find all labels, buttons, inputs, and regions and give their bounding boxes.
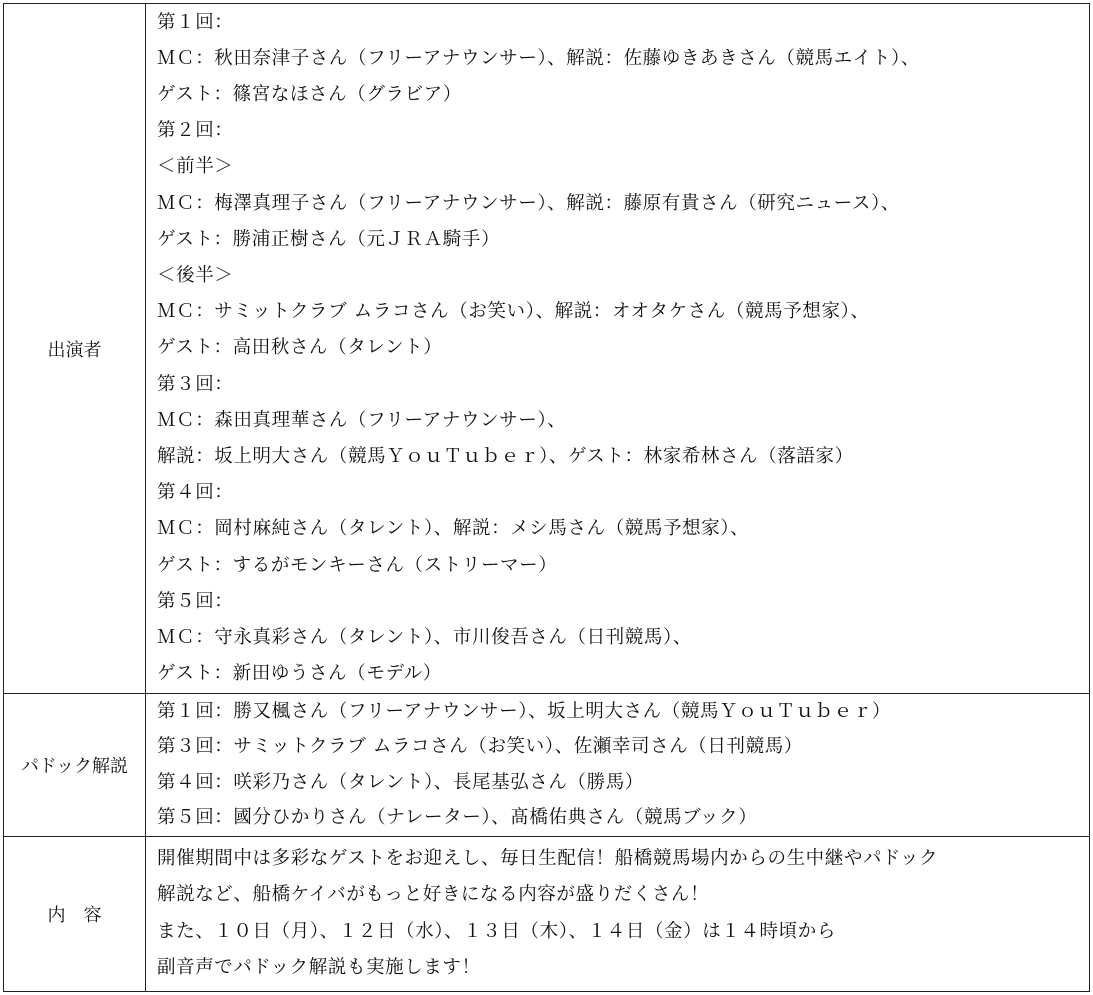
text-line: 第３回： [157, 373, 234, 395]
table-row-paddock [4, 694, 1090, 837]
text-line: 開催期間中は多彩なゲストをお迎えし、毎日生配信！船橋競馬場内からの生中継やパドック [157, 847, 939, 869]
text-line: 解説など、船橋ケイバがもっと好きになる内容が盛りだくさん！ [157, 884, 710, 906]
text-line: 第４回： [157, 482, 234, 504]
cast-content [146, 4, 1090, 694]
row-label-content: 内 容 [4, 836, 146, 991]
text-line: ＭＣ：森田真理華さん（フリーアナウンサー）、 [157, 409, 567, 431]
text-line: ＭＣ：守永真彩さん（タレント）、市川俊吾さん（日刊競馬）、 [157, 627, 692, 649]
info-table [3, 3, 1090, 992]
text-line: 第５回：國分ひかりさん（ナレーター）、髙橋佑典さん（競馬ブック） [157, 807, 758, 829]
text-line: 第４回：咲彩乃さん（タレント）、長尾基弘さん（勝馬） [157, 771, 644, 793]
text-line: ＜前半＞ [157, 156, 234, 178]
text-line: 第３回：サミットクラブ ムラコさん（お笑い）、佐瀬幸司さん（日刊競馬） [157, 736, 803, 758]
text-line: ＭＣ：秋田奈津子さん（フリーアナウンサー）、解説：佐藤ゆきあきさん（競馬エイト）、 [157, 47, 920, 69]
text-line: ゲスト：篠宮なほさん（グラビア） [157, 83, 462, 105]
text-line: ゲスト：勝浦正樹さん（元ＪＲＡ騎手） [157, 228, 501, 250]
text-line: 解説：坂上明大さん（競馬ＹｏｕＴｕｂｅｒ）、ゲスト：林家希林さん（落語家） [157, 446, 854, 467]
text-line: ＭＣ：サミットクラブ ムラコさん（お笑い）、解説：オオタケさん（競馬予想家）、 [157, 301, 870, 323]
text-line: ＭＣ：岡村麻純さん（タレント）、解説：メシ馬さん（競馬予想家）、 [157, 518, 750, 540]
text-line: また、１０日（月）、１２日（水）、１３日（木）、１４日（金）は１４時頃から [157, 920, 836, 942]
text-line: 第５回： [157, 590, 234, 612]
text-line: ＜後半＞ [157, 264, 234, 286]
row-label-paddock: パドック解説 [4, 694, 146, 837]
content-description [146, 836, 1090, 991]
table-row-content [4, 836, 1090, 991]
text-line: 第２回： [157, 120, 234, 142]
paddock-content [146, 694, 1090, 837]
text-line: ゲスト：新田ゆうさん（モデル） [157, 663, 442, 685]
text-line: ゲスト：するがモンキーさん（ストリーマー） [157, 554, 558, 576]
row-label-cast: 出演者 [4, 4, 146, 694]
table-row-cast [4, 4, 1090, 694]
text-line: ＭＣ：梅澤真理子さん（フリーアナウンサー）、解説：藤原有貴さん（研究ニュース）、 [157, 192, 900, 214]
text-line: 第１回： [157, 11, 234, 33]
text-line: 第１回：勝又楓さん（フリーアナウンサー）、坂上明大さん（競馬ＹｏｕＴｕｂｅｒ） [157, 701, 891, 722]
text-line: 副音声でパドック解説も実施します！ [157, 957, 481, 979]
text-line: ゲスト：高田秋さん（タレント） [157, 337, 443, 359]
